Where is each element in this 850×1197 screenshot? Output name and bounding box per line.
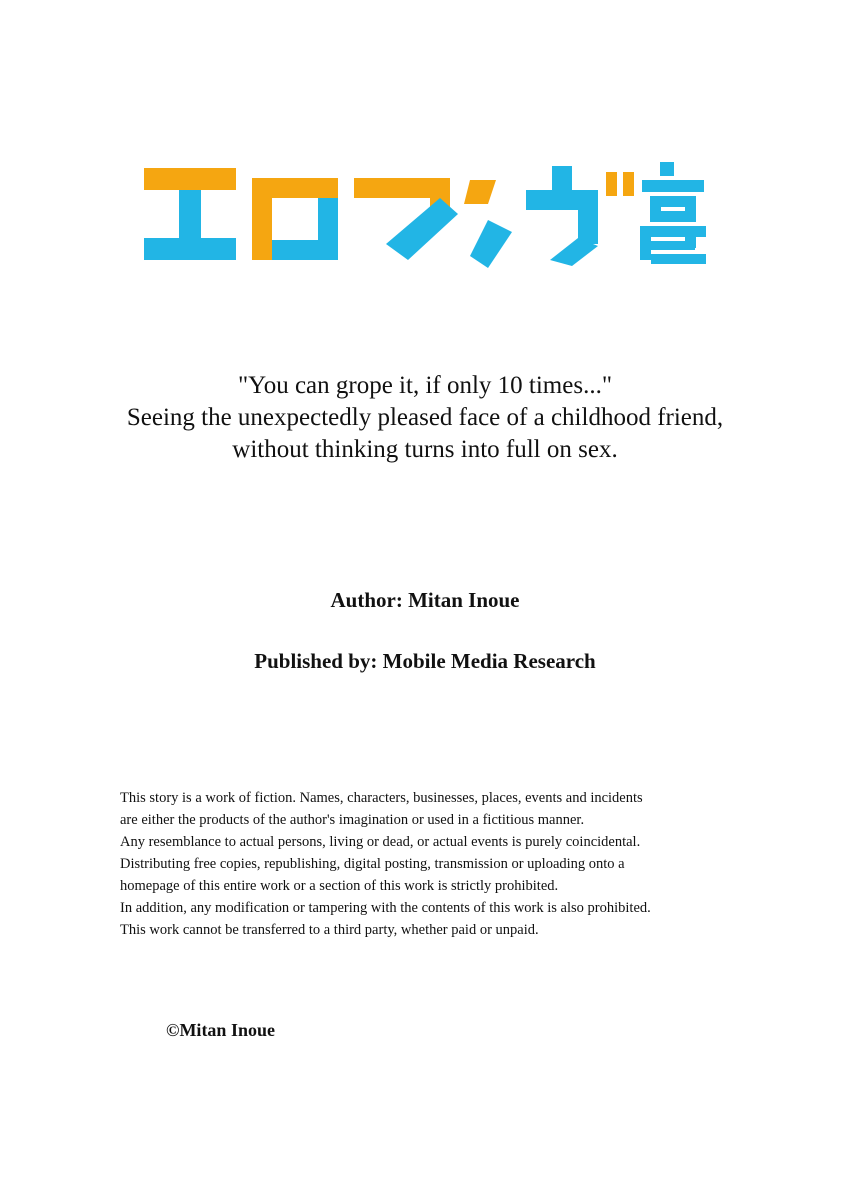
disclaimer-line-4: Distributing free copies, republishing, digital posting, transmission or uploading onto a	[120, 856, 625, 873]
disclaimer-block	[120, 787, 740, 941]
copyright-notice: ©Mitan Inoue	[166, 1020, 275, 1040]
title-line-3: without thinking turns into full on sex.	[232, 436, 618, 463]
credits-block	[0, 588, 850, 674]
disclaimer-line-3: Any resemblance to actual persons, living or dead, or actual events is purely coincidental.	[120, 834, 641, 851]
disclaimer-line-1: This story is a work of fiction. Names, characters, businesses, places, events and incidents	[120, 790, 643, 806]
title-line-1: "You can grope it, if only 10 times..."	[237, 372, 613, 399]
title-line-2: Seeing the unexpectedly pleased face of a childhood friend,	[126, 404, 724, 431]
disclaimer-line-2: are either the products of the author's imagination or used in a fictitious manner.	[120, 812, 585, 829]
disclaimer-line-7: This work cannot be transferred to a third party, whether paid or unpaid.	[120, 922, 539, 939]
author-line: Author: Mitan Inoue	[330, 588, 520, 612]
logo-char-shima	[640, 162, 706, 264]
disclaimer-line-5: homepage of this entire work or a section of this work is strictly prohibited.	[120, 878, 559, 895]
logo-char-ga	[526, 166, 634, 266]
logo-char-n	[464, 180, 512, 268]
logo-container	[0, 160, 850, 280]
disclaimer-line-6: In addition, any modification or tampering with the contents of this work is also prohibited.	[120, 900, 651, 917]
eromanga-shima-logo	[140, 160, 710, 275]
logo-char-ro	[252, 178, 338, 260]
logo-char-e	[144, 168, 236, 260]
publisher-line: Published by: Mobile Media Research	[254, 649, 596, 673]
title-block	[0, 370, 850, 466]
logo-char-ma	[354, 178, 458, 260]
